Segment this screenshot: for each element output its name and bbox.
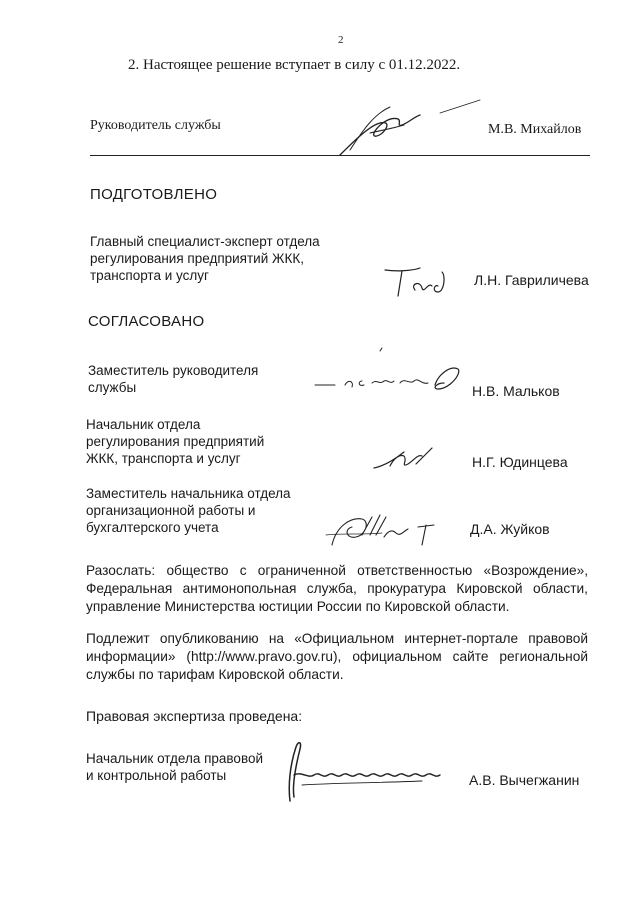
- head-name: М.В. Михайлов: [488, 122, 582, 137]
- signer-3-name: Д.А. Жуйков: [470, 521, 550, 537]
- signer-2-name: Н.Г. Юдинцева: [472, 454, 568, 470]
- signer-2-role-line-2: регулирования предприятий: [86, 434, 265, 449]
- prepared-role-line-2: регулирования предприятий ЖКК,: [90, 251, 304, 266]
- legal-review-signature: [272, 735, 462, 805]
- head-role: Руководитель службы: [90, 118, 221, 133]
- prepared-role-line-1: Главный специалист-эксперт отдела: [90, 234, 320, 249]
- signer-3-signature: [322, 505, 452, 555]
- signer-1-name: Н.В. Мальков: [472, 383, 560, 399]
- agreed-heading: СОГЛАСОВАНО: [88, 313, 205, 330]
- legal-review-role-line-1: Начальник отдела правовой: [86, 751, 264, 766]
- decision-effective-date: 2. Настоящее решение вступает в силу с 01.12.2022.: [128, 57, 461, 73]
- signer-1-role-line-1: Заместитель руководителя: [88, 363, 259, 378]
- signer-1-role-line-2: службы: [88, 380, 137, 395]
- distribution-paragraph: Разослать: общество с ограниченной ответственностью «Возрождение», Федеральная антимонопольная служба, прокуратура Кировской области, управление Министерства юстиции России по Кировской области.: [86, 563, 588, 614]
- prepared-signature: [380, 262, 470, 302]
- prepared-name: Л.Н. Гавриличева: [474, 272, 589, 288]
- signer-3-role-line-3: бухгалтерского учета: [86, 520, 219, 535]
- legal-review-name: А.В. Вычегжанин: [469, 772, 580, 788]
- signer-2-role-line-3: ЖКК, транспорта и услуг: [86, 451, 241, 466]
- signer-2-signature: [370, 440, 450, 474]
- prepared-heading: ПОДГОТОВЛЕНО: [90, 186, 218, 203]
- signer-2-role-line-1: Начальник отдела: [86, 417, 201, 432]
- publication-paragraph: Подлежит опубликованию на «Официальном интернет-портале правовой информации» (http://www.pravo.gov.ru), официальном сайте региональной службы по тарифам Кировской области.: [86, 631, 588, 682]
- legal-review-role-line-2: и контрольной работы: [86, 768, 227, 783]
- separator-line: [90, 155, 590, 156]
- signer-1-signature: [310, 345, 470, 400]
- page-number: 2: [338, 34, 344, 46]
- signer-3-role-line-1: Заместитель начальника отдела: [86, 486, 291, 501]
- prepared-role-line-3: транспорта и услуг: [90, 268, 209, 283]
- signer-3-role-line-2: организационной работы и: [86, 503, 256, 518]
- legal-review-heading: Правовая экспертиза проведена:: [86, 708, 303, 724]
